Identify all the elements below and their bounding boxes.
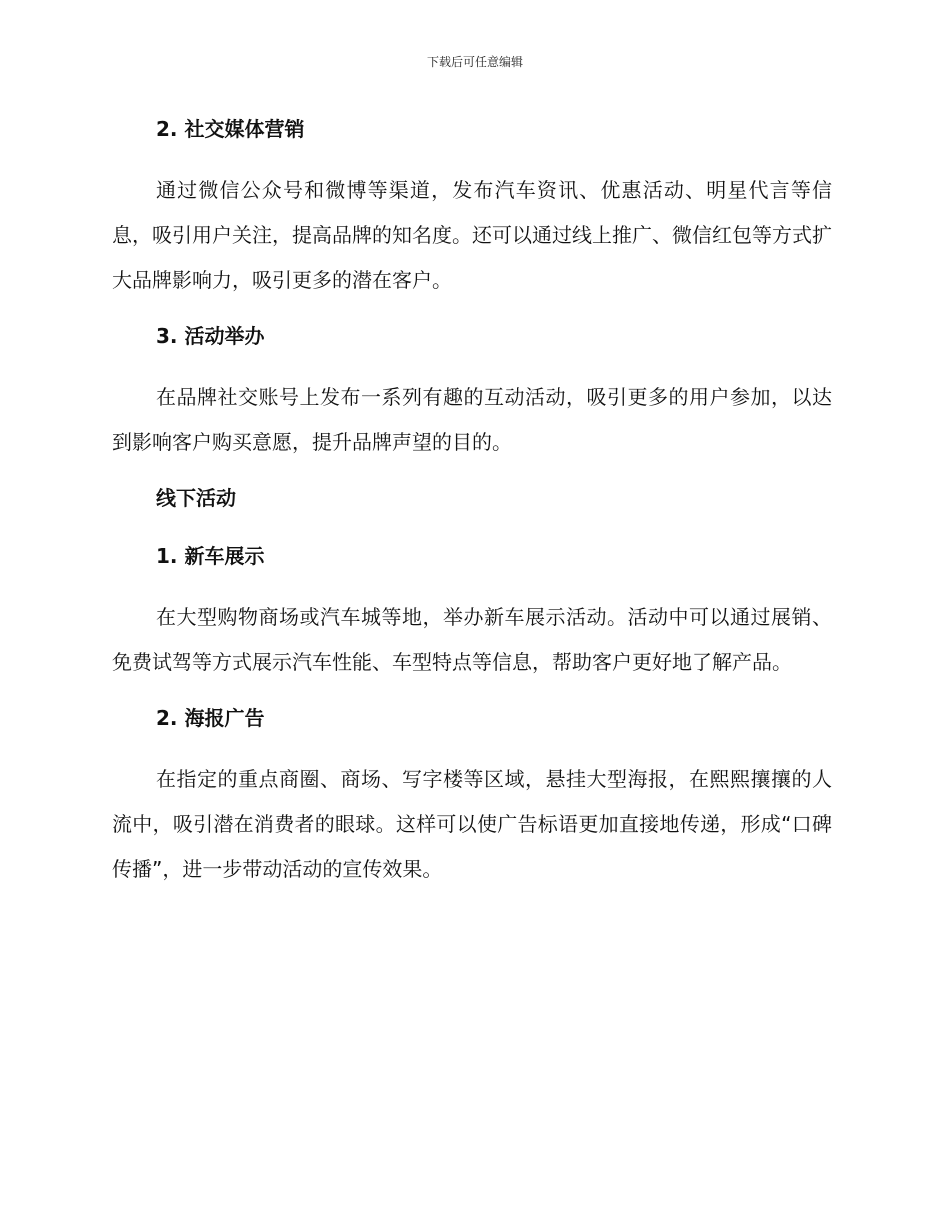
section-paragraph-social-media: 通过微信公众号和微博等渠道，发布汽车资讯、优惠活动、明星代言等信息，吸引用户关注，提高品牌的知名度。还可以通过线上推广、微信红包等方式扩大品牌影响力，吸引更多的潜在客户。 <box>112 178 832 292</box>
section-heading-offline: 线下活动 <box>156 486 236 510</box>
section-paragraph-new-car-show: 在大型购物商场或汽车城等地，举办新车展示活动。活动中可以通过展销、免费试驾等方式展示汽车性能、车型特点等信息，帮助客户更好地了解产品。 <box>112 605 832 674</box>
section-paragraph-poster-ads: 在指定的重点商圈、商场、写字楼等区域，悬挂大型海报，在熙熙攘攘的人流中，吸引潜在消费者的眼球。这样可以使广告标语更加直接地传递，形成“口碑传播”，进一步带动活动的宣传效果。 <box>112 767 832 881</box>
section-heading-social-media: 2. 社交媒体营销 <box>156 117 305 141</box>
document-body <box>112 110 832 892</box>
section-heading-poster-ads: 2. 海报广告 <box>156 706 265 730</box>
page-header: 下载后可任意编辑 <box>426 55 523 69</box>
section-heading-events: 3. 活动举办 <box>156 324 265 348</box>
section-heading-new-car-show: 1. 新车展示 <box>156 544 265 568</box>
section-paragraph-events: 在品牌社交账号上发布一系列有趣的互动活动，吸引更多的用户参加，以达到影响客户购买意愿，提升品牌声望的目的。 <box>112 385 832 454</box>
